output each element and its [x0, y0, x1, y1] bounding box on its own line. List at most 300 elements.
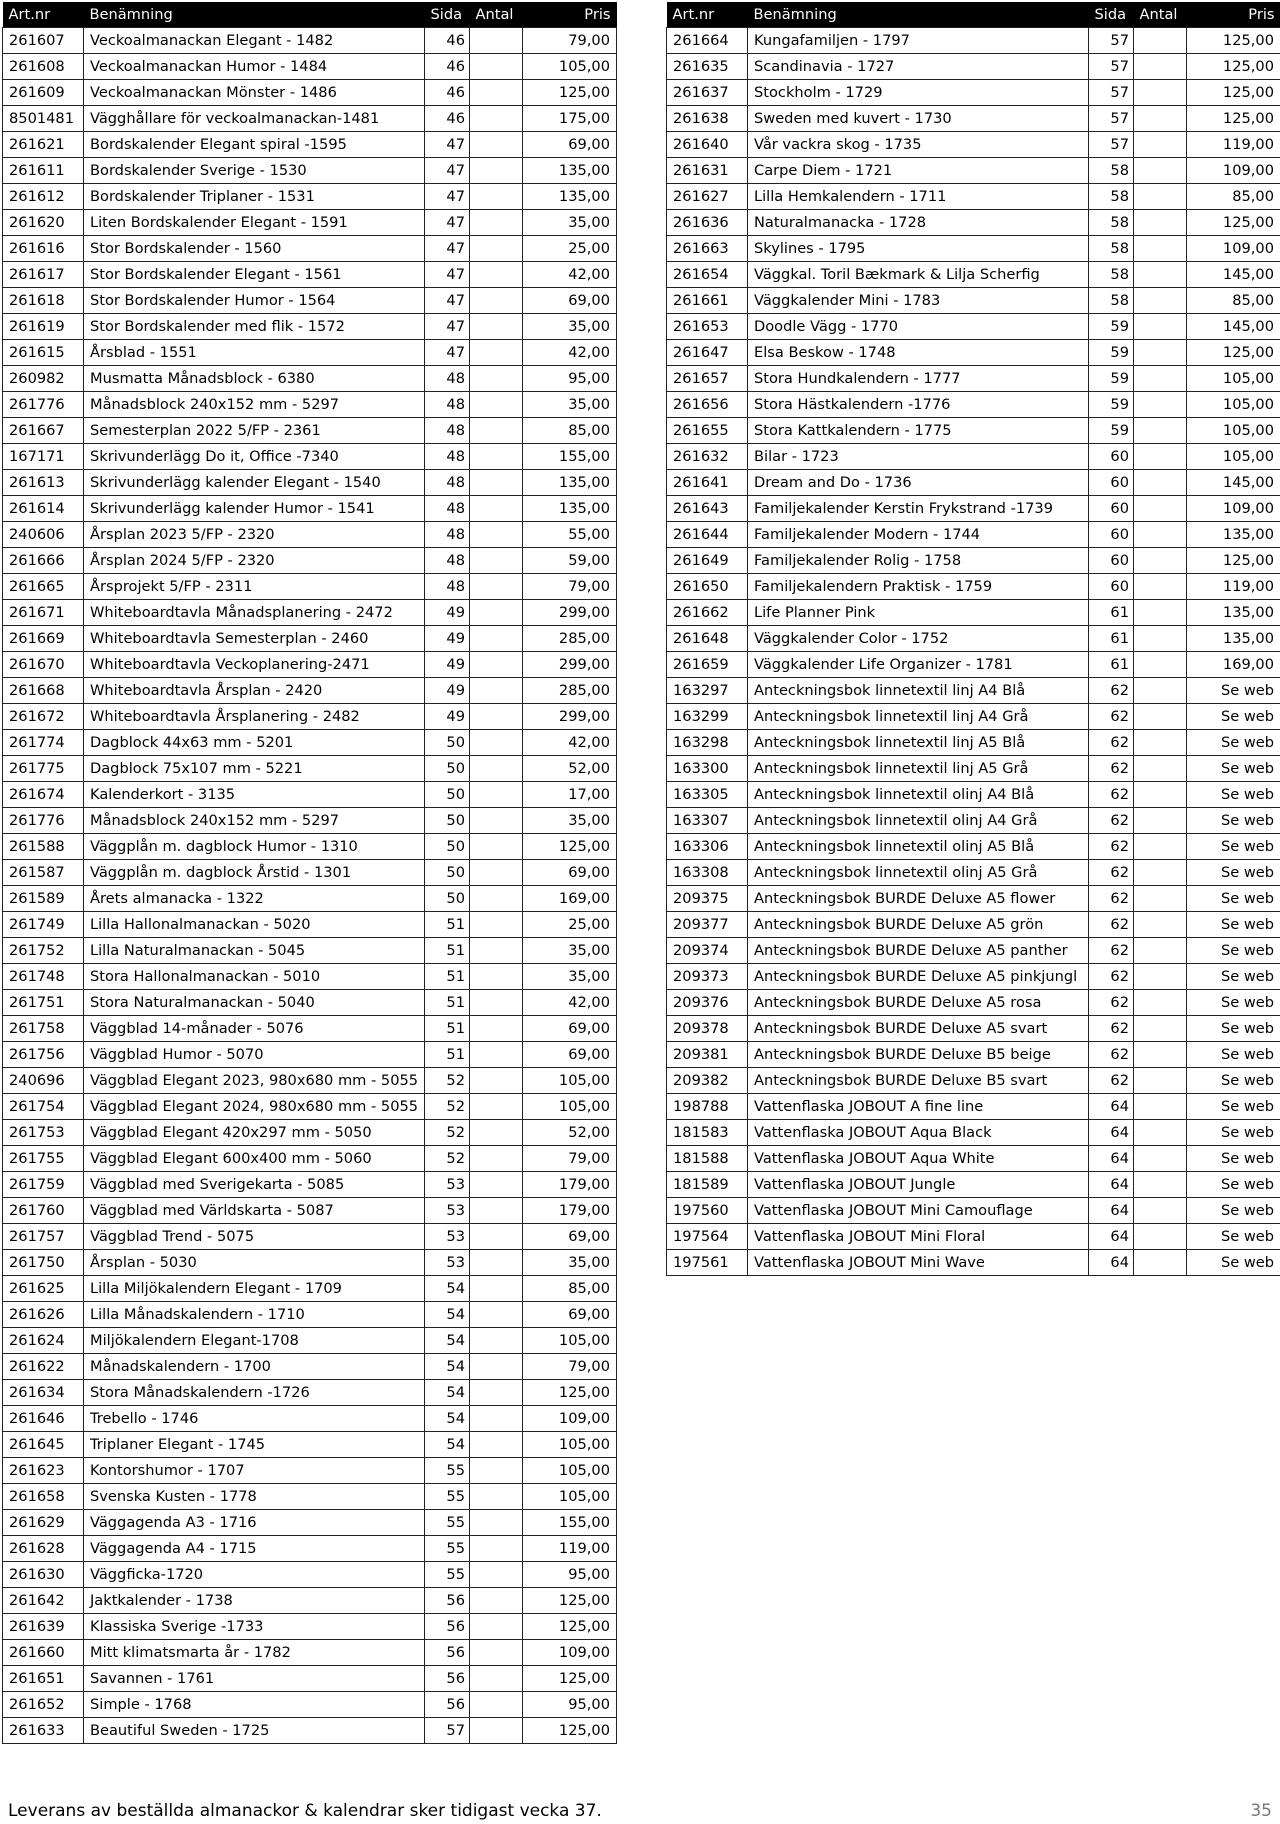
price: 85,00: [1187, 288, 1280, 314]
article-number: 209382: [667, 1068, 748, 1094]
article-number: 261661: [667, 288, 748, 314]
table-row: [667, 1094, 1280, 1120]
product-name: Veckoalmanackan Mönster - 1486: [84, 80, 425, 106]
quantity-cell: [470, 28, 523, 54]
catalog-page: 62: [1089, 808, 1134, 834]
catalog-page: 64: [1089, 1250, 1134, 1276]
price: 42,00: [523, 730, 617, 756]
article-number: 261662: [667, 600, 748, 626]
catalog-page: 54: [425, 1432, 470, 1458]
quantity-cell: [470, 1666, 523, 1692]
quantity-cell: [470, 1458, 523, 1484]
article-number: 261640: [667, 132, 748, 158]
quantity-cell: [470, 1302, 523, 1328]
price: 42,00: [523, 340, 617, 366]
article-number: 261627: [667, 184, 748, 210]
product-name: Väggkalender Mini - 1783: [748, 288, 1089, 314]
table-row: [3, 1380, 617, 1406]
price: Se web: [1187, 1120, 1280, 1146]
article-number: 261755: [3, 1146, 84, 1172]
quantity-cell: [470, 1614, 523, 1640]
price: 105,00: [1187, 392, 1280, 418]
article-number: 197564: [667, 1224, 748, 1250]
catalog-page: 53: [425, 1198, 470, 1224]
price: 52,00: [523, 1120, 617, 1146]
article-number: 209374: [667, 938, 748, 964]
product-name: Kungafamiljen - 1797: [748, 28, 1089, 54]
catalog-page: 47: [425, 314, 470, 340]
price: 105,00: [1187, 366, 1280, 392]
table-row: [3, 106, 617, 132]
article-number: 261774: [3, 730, 84, 756]
price: Se web: [1187, 1198, 1280, 1224]
article-number: 209378: [667, 1016, 748, 1042]
catalog-page: 62: [1089, 1068, 1134, 1094]
article-number: 261612: [3, 184, 84, 210]
price: 119,00: [1187, 132, 1280, 158]
price: 125,00: [523, 1588, 617, 1614]
product-name: Kalenderkort - 3135: [84, 782, 425, 808]
quantity-cell: [470, 444, 523, 470]
quantity-cell: [1134, 522, 1187, 548]
quantity-cell: [470, 1562, 523, 1588]
table-row: [3, 756, 617, 782]
article-number: 198788: [667, 1094, 748, 1120]
catalog-page: 46: [425, 80, 470, 106]
quantity-cell: [1134, 262, 1187, 288]
catalog-page: 59: [1089, 314, 1134, 340]
table-row: [667, 470, 1280, 496]
product-name: Vår vackra skog - 1735: [748, 132, 1089, 158]
article-number: 209373: [667, 964, 748, 990]
table-row: [3, 1042, 617, 1068]
price: 105,00: [523, 1068, 617, 1094]
product-name: Anteckningsbok BURDE Deluxe B5 svart: [748, 1068, 1089, 1094]
article-number: 261619: [3, 314, 84, 340]
product-name: Vattenflaska JOBOUT Mini Wave: [748, 1250, 1089, 1276]
table-row: [667, 236, 1280, 262]
quantity-cell: [1134, 54, 1187, 80]
product-name: Anteckningsbok BURDE Deluxe A5 pinkjungl: [748, 964, 1089, 990]
product-name: Anteckningsbok linnetextil olinj A5 Grå: [748, 860, 1089, 886]
table-row: [667, 548, 1280, 574]
catalog-page: 59: [1089, 418, 1134, 444]
price: 79,00: [523, 1354, 617, 1380]
price: 125,00: [523, 1718, 617, 1744]
table-row: [3, 496, 617, 522]
quantity-cell: [470, 1172, 523, 1198]
catalog-page: 62: [1089, 964, 1134, 990]
table-row: [3, 600, 617, 626]
product-name: Skrivunderlägg Do it, Office -7340: [84, 444, 425, 470]
product-name: Stockholm - 1729: [748, 80, 1089, 106]
table-row: [667, 184, 1280, 210]
table-row: [3, 28, 617, 54]
quantity-cell: [1134, 782, 1187, 808]
quantity-cell: [1134, 1120, 1187, 1146]
quantity-cell: [1134, 548, 1187, 574]
catalog-page: 64: [1089, 1146, 1134, 1172]
table-row: [667, 626, 1280, 652]
table-row: [3, 314, 617, 340]
price: 35,00: [523, 210, 617, 236]
product-name: Savannen - 1761: [84, 1666, 425, 1692]
catalog-page: 62: [1089, 938, 1134, 964]
catalog-page: 49: [425, 704, 470, 730]
product-name: Vattenflaska JOBOUT Mini Floral: [748, 1224, 1089, 1250]
price: 125,00: [1187, 340, 1280, 366]
header-name: Benämning: [748, 2, 1089, 28]
catalog-page: 56: [425, 1614, 470, 1640]
table-row: [3, 1640, 617, 1666]
article-number: 261776: [3, 808, 84, 834]
article-number: 261625: [3, 1276, 84, 1302]
product-name: Väggblad Elegant 600x400 mm - 5060: [84, 1146, 425, 1172]
catalog-page: 49: [425, 678, 470, 704]
article-number: 209381: [667, 1042, 748, 1068]
catalog-page: 61: [1089, 626, 1134, 652]
table-body-left: [3, 28, 617, 1744]
product-name: Lilla Månadskalendern - 1710: [84, 1302, 425, 1328]
price: 145,00: [1187, 470, 1280, 496]
catalog-page: 64: [1089, 1120, 1134, 1146]
product-name: Whiteboardtavla Veckoplanering-2471: [84, 652, 425, 678]
product-name: Skrivunderlägg kalender Humor - 1541: [84, 496, 425, 522]
product-name: Skrivunderlägg kalender Elegant - 1540: [84, 470, 425, 496]
article-number: 261647: [667, 340, 748, 366]
price: Se web: [1187, 834, 1280, 860]
article-number: 261665: [3, 574, 84, 600]
table-row: [3, 574, 617, 600]
table-row: [3, 1510, 617, 1536]
price: 69,00: [523, 1042, 617, 1068]
price: 125,00: [523, 1666, 617, 1692]
catalog-page: 54: [425, 1302, 470, 1328]
quantity-cell: [470, 522, 523, 548]
quantity-cell: [470, 288, 523, 314]
quantity-cell: [1134, 1068, 1187, 1094]
delivery-note: Leverans av beställda almanackor & kalendrar sker tidigast vecka 37.: [8, 1801, 602, 1821]
catalog-page: 56: [425, 1640, 470, 1666]
article-number: 261635: [667, 54, 748, 80]
article-number: 261650: [667, 574, 748, 600]
table-row: [667, 1016, 1280, 1042]
table-row: [667, 158, 1280, 184]
quantity-cell: [470, 340, 523, 366]
table-row: [667, 834, 1280, 860]
price: 299,00: [523, 652, 617, 678]
article-number: 163299: [667, 704, 748, 730]
product-name: Mitt klimatsmarta år - 1782: [84, 1640, 425, 1666]
table-row: [3, 1016, 617, 1042]
article-number: 261748: [3, 964, 84, 990]
price: Se web: [1187, 1094, 1280, 1120]
quantity-cell: [470, 80, 523, 106]
table-row: [667, 1120, 1280, 1146]
product-name: Vattenflaska JOBOUT Mini Camouflage: [748, 1198, 1089, 1224]
price: 285,00: [523, 626, 617, 652]
price: Se web: [1187, 808, 1280, 834]
quantity-cell: [470, 210, 523, 236]
quantity-cell: [1134, 860, 1187, 886]
article-number: 261588: [3, 834, 84, 860]
table-row: [667, 1146, 1280, 1172]
price: 135,00: [523, 470, 617, 496]
quantity-cell: [1134, 158, 1187, 184]
catalog-page: 58: [1089, 210, 1134, 236]
quantity-cell: [1134, 184, 1187, 210]
quantity-cell: [1134, 574, 1187, 600]
quantity-cell: [470, 184, 523, 210]
product-name: Årets almanacka - 1322: [84, 886, 425, 912]
quantity-cell: [1134, 418, 1187, 444]
table-row: [667, 756, 1280, 782]
article-number: 261629: [3, 1510, 84, 1536]
quantity-cell: [470, 834, 523, 860]
article-number: 261758: [3, 1016, 84, 1042]
table-row: [3, 1536, 617, 1562]
price: Se web: [1187, 730, 1280, 756]
price: 125,00: [523, 80, 617, 106]
quantity-cell: [470, 1380, 523, 1406]
product-name: Klassiska Sverige -1733: [84, 1614, 425, 1640]
catalog-page: 50: [425, 782, 470, 808]
price: 79,00: [523, 28, 617, 54]
quantity-cell: [470, 1146, 523, 1172]
product-name: Familjekalender Modern - 1744: [748, 522, 1089, 548]
article-number: 8501481: [3, 106, 84, 132]
quantity-cell: [470, 574, 523, 600]
quantity-cell: [470, 1224, 523, 1250]
article-number: 261656: [667, 392, 748, 418]
product-name: Stor Bordskalender Elegant - 1561: [84, 262, 425, 288]
table-row: [667, 990, 1280, 1016]
catalog-page: 64: [1089, 1172, 1134, 1198]
catalog-page: 59: [1089, 392, 1134, 418]
catalog-page: 48: [425, 444, 470, 470]
table-row: [3, 158, 617, 184]
quantity-cell: [1134, 1250, 1187, 1276]
price: Se web: [1187, 782, 1280, 808]
price: 69,00: [523, 132, 617, 158]
table-row: [667, 262, 1280, 288]
article-number: 261645: [3, 1432, 84, 1458]
product-name: Bilar - 1723: [748, 444, 1089, 470]
article-number: 261621: [3, 132, 84, 158]
price: 145,00: [1187, 262, 1280, 288]
catalog-page: 53: [425, 1250, 470, 1276]
article-number: 240606: [3, 522, 84, 548]
table-header-row: [667, 2, 1280, 28]
catalog-page: 57: [1089, 132, 1134, 158]
table-row: [3, 392, 617, 418]
article-number: 209375: [667, 886, 748, 912]
table-row: [3, 1692, 617, 1718]
table-row: [667, 964, 1280, 990]
price: 125,00: [523, 1380, 617, 1406]
table-row: [667, 314, 1280, 340]
quantity-cell: [470, 158, 523, 184]
price: 85,00: [523, 1276, 617, 1302]
table-row: [3, 730, 617, 756]
table-row: [3, 132, 617, 158]
quantity-cell: [1134, 236, 1187, 262]
product-name: Anteckningsbok BURDE Deluxe A5 svart: [748, 1016, 1089, 1042]
quantity-cell: [1134, 704, 1187, 730]
quantity-cell: [470, 314, 523, 340]
catalog-page: 60: [1089, 470, 1134, 496]
price: 179,00: [523, 1172, 617, 1198]
price: 109,00: [1187, 158, 1280, 184]
product-name: Månadsblock 240x152 mm - 5297: [84, 808, 425, 834]
article-number: 163298: [667, 730, 748, 756]
product-name: Anteckningsbok linnetextil linj A4 Grå: [748, 704, 1089, 730]
catalog-page: 50: [425, 730, 470, 756]
table-row: [667, 886, 1280, 912]
table-row: [667, 132, 1280, 158]
product-name: Life Planner Pink: [748, 600, 1089, 626]
article-number: 261644: [667, 522, 748, 548]
catalog-page: 54: [425, 1276, 470, 1302]
catalog-page: 51: [425, 964, 470, 990]
product-name: Trebello - 1746: [84, 1406, 425, 1432]
article-number: 261626: [3, 1302, 84, 1328]
product-name: Årsprojekt 5/FP - 2311: [84, 574, 425, 600]
table-row: [3, 1666, 617, 1692]
catalog-page: 52: [425, 1120, 470, 1146]
quantity-cell: [470, 1250, 523, 1276]
table-row: [3, 1198, 617, 1224]
article-number: 261613: [3, 470, 84, 496]
article-number: 261756: [3, 1042, 84, 1068]
product-name: Bordskalender Sverige - 1530: [84, 158, 425, 184]
article-number: 181589: [667, 1172, 748, 1198]
table-row: [3, 1614, 617, 1640]
article-number: 261628: [3, 1536, 84, 1562]
catalog-page: 51: [425, 990, 470, 1016]
table-row: [667, 288, 1280, 314]
article-number: 209377: [667, 912, 748, 938]
article-number: 261759: [3, 1172, 84, 1198]
quantity-cell: [470, 938, 523, 964]
catalog-page: 48: [425, 574, 470, 600]
product-name: Stora Naturalmanackan - 5040: [84, 990, 425, 1016]
price: 109,00: [523, 1406, 617, 1432]
catalog-page: 62: [1089, 860, 1134, 886]
table-row: [667, 600, 1280, 626]
quantity-cell: [1134, 496, 1187, 522]
product-name: Väggkalender Color - 1752: [748, 626, 1089, 652]
product-name: Månadsblock 240x152 mm - 5297: [84, 392, 425, 418]
article-number: 261632: [667, 444, 748, 470]
table-row: [3, 1250, 617, 1276]
product-name: Veckoalmanackan Elegant - 1482: [84, 28, 425, 54]
catalog-page: 58: [1089, 288, 1134, 314]
table-row: [3, 470, 617, 496]
price: 95,00: [523, 1562, 617, 1588]
catalog-page: 62: [1089, 1042, 1134, 1068]
article-number: 261636: [667, 210, 748, 236]
catalog-page: 62: [1089, 886, 1134, 912]
product-name: Stor Bordskalender - 1560: [84, 236, 425, 262]
table-row: [3, 444, 617, 470]
price: 85,00: [523, 418, 617, 444]
price: 125,00: [1187, 28, 1280, 54]
article-number: 261672: [3, 704, 84, 730]
article-number: 261587: [3, 860, 84, 886]
table-row: [3, 860, 617, 886]
table-row: [3, 1354, 617, 1380]
article-number: 163300: [667, 756, 748, 782]
article-number: 261618: [3, 288, 84, 314]
table-row: [667, 340, 1280, 366]
catalog-page: 52: [425, 1094, 470, 1120]
article-number: 163297: [667, 678, 748, 704]
product-name: Anteckningsbok linnetextil linj A4 Blå: [748, 678, 1089, 704]
table-row: [667, 860, 1280, 886]
product-name: Årsplan 2023 5/FP - 2320: [84, 522, 425, 548]
price: 125,00: [1187, 210, 1280, 236]
table-row: [3, 1484, 617, 1510]
quantity-cell: [1134, 392, 1187, 418]
quantity-cell: [1134, 808, 1187, 834]
catalog-page: 47: [425, 236, 470, 262]
product-name: Kontorshumor - 1707: [84, 1458, 425, 1484]
price: 35,00: [523, 808, 617, 834]
product-name: Doodle Vägg - 1770: [748, 314, 1089, 340]
catalog-page: 51: [425, 912, 470, 938]
product-name: Familjekalender Rolig - 1758: [748, 548, 1089, 574]
quantity-cell: [1134, 1224, 1187, 1250]
catalog-page: 62: [1089, 782, 1134, 808]
article-number: 261654: [667, 262, 748, 288]
quantity-cell: [1134, 990, 1187, 1016]
product-name: Bordskalender Elegant spiral -1595: [84, 132, 425, 158]
article-number: 261638: [667, 106, 748, 132]
quantity-cell: [1134, 1172, 1187, 1198]
quantity-cell: [470, 418, 523, 444]
price: 125,00: [523, 1614, 617, 1640]
catalog-page: 47: [425, 158, 470, 184]
catalog-page: 47: [425, 210, 470, 236]
price: Se web: [1187, 756, 1280, 782]
table-row: [3, 1328, 617, 1354]
catalog-page: 55: [425, 1510, 470, 1536]
product-name: Lilla Hemkalendern - 1711: [748, 184, 1089, 210]
product-name: Naturalmanacka - 1728: [748, 210, 1089, 236]
quantity-cell: [470, 808, 523, 834]
quantity-cell: [470, 1354, 523, 1380]
price: 59,00: [523, 548, 617, 574]
article-number: 163305: [667, 782, 748, 808]
price: 135,00: [523, 158, 617, 184]
product-name: Lilla Miljökalendern Elegant - 1709: [84, 1276, 425, 1302]
table-row: [3, 678, 617, 704]
product-name: Elsa Beskow - 1748: [748, 340, 1089, 366]
product-name: Väggplån m. dagblock Humor - 1310: [84, 834, 425, 860]
article-number: 261655: [667, 418, 748, 444]
price: 35,00: [523, 938, 617, 964]
article-number: 261648: [667, 626, 748, 652]
table-row: [667, 808, 1280, 834]
catalog-page: 47: [425, 184, 470, 210]
table-row: [3, 288, 617, 314]
catalog-page: 62: [1089, 678, 1134, 704]
price: Se web: [1187, 938, 1280, 964]
catalog-page: 50: [425, 808, 470, 834]
product-name: Semesterplan 2022 5/FP - 2361: [84, 418, 425, 444]
table-row: [3, 1562, 617, 1588]
